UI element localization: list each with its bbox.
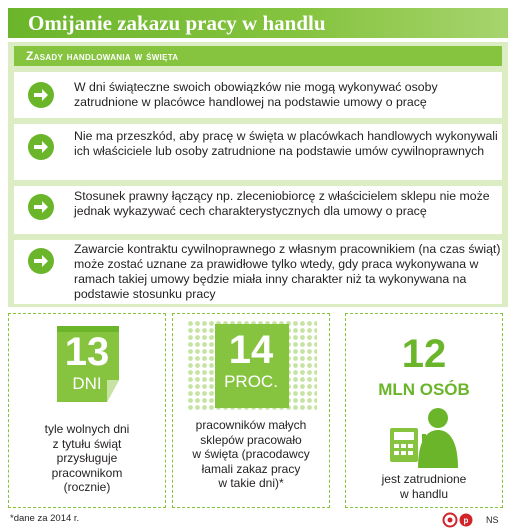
arrow-right-icon <box>28 248 54 274</box>
arrow-right-icon <box>28 134 54 160</box>
rule-text: Zawarcie kontraktu cywilnoprawnego z własnym pracownikiem (na czas świąt) może zostać uznane za prawidłowe tylko wtedy, gdy praca wykonywana w ramach takiej umowy będzie miała inny charakter niż ta wykonywana na podstawie stosunku pracy <box>74 242 501 301</box>
rule-item <box>14 186 502 234</box>
arrow-right-icon <box>28 194 54 220</box>
footnote: *dane za 2014 r. <box>10 513 80 524</box>
stat-box-percent <box>172 313 330 508</box>
logo-text: NS <box>486 515 499 525</box>
publisher-logo <box>442 512 502 528</box>
stat-value: 13 <box>64 330 110 374</box>
cashier-icon <box>382 406 472 468</box>
stat-box-days <box>8 313 166 508</box>
stat-value: 12 <box>401 332 447 376</box>
rule-item <box>14 72 502 118</box>
stat-desc: pracowników małych sklepów pracowało w święta (pracodawcy łamali zakaz pracy w takie dni)* <box>192 418 310 490</box>
stat-box-employees <box>345 313 503 508</box>
arrow-right-icon <box>28 82 54 108</box>
page-title: Omijanie zakazu pracy w handlu <box>8 8 508 38</box>
svg-text:p: p <box>463 516 469 525</box>
rules-heading: Zasady handlowania w święta <box>14 46 502 66</box>
stat-unit: MLN OSÓB <box>378 380 470 399</box>
stat-unit: PROC. <box>224 372 278 391</box>
rule-text: Stosunek prawny łączący np. zleceniobiorcę z właścicielem sklepu nie może jednak wykazywać cech charakterystycznych dla umowy o pracę <box>74 189 490 218</box>
rule-item <box>14 240 502 304</box>
stat-desc: jest zatrudnione w handlu <box>381 472 467 501</box>
rule-text: W dni świąteczne swoich obowiązków nie mogą wykonywać osoby zatrudnione w placówce handlowej na podstawie umowy o pracę <box>74 80 438 109</box>
stat-unit: DNI <box>72 374 102 393</box>
rule-item <box>14 124 502 180</box>
stat-desc: tyle wolnych dni z tytułu świąt przysługuje pracownikom (rocznie) <box>44 422 130 494</box>
stat-value: 14 <box>228 328 274 372</box>
rule-text: Nie ma przeszkód, aby pracę w święta w placówkach handlowych wykonywali ich właściciele lub osoby zatrudnione na podstawie umów cywilnoprawnych <box>74 129 498 158</box>
